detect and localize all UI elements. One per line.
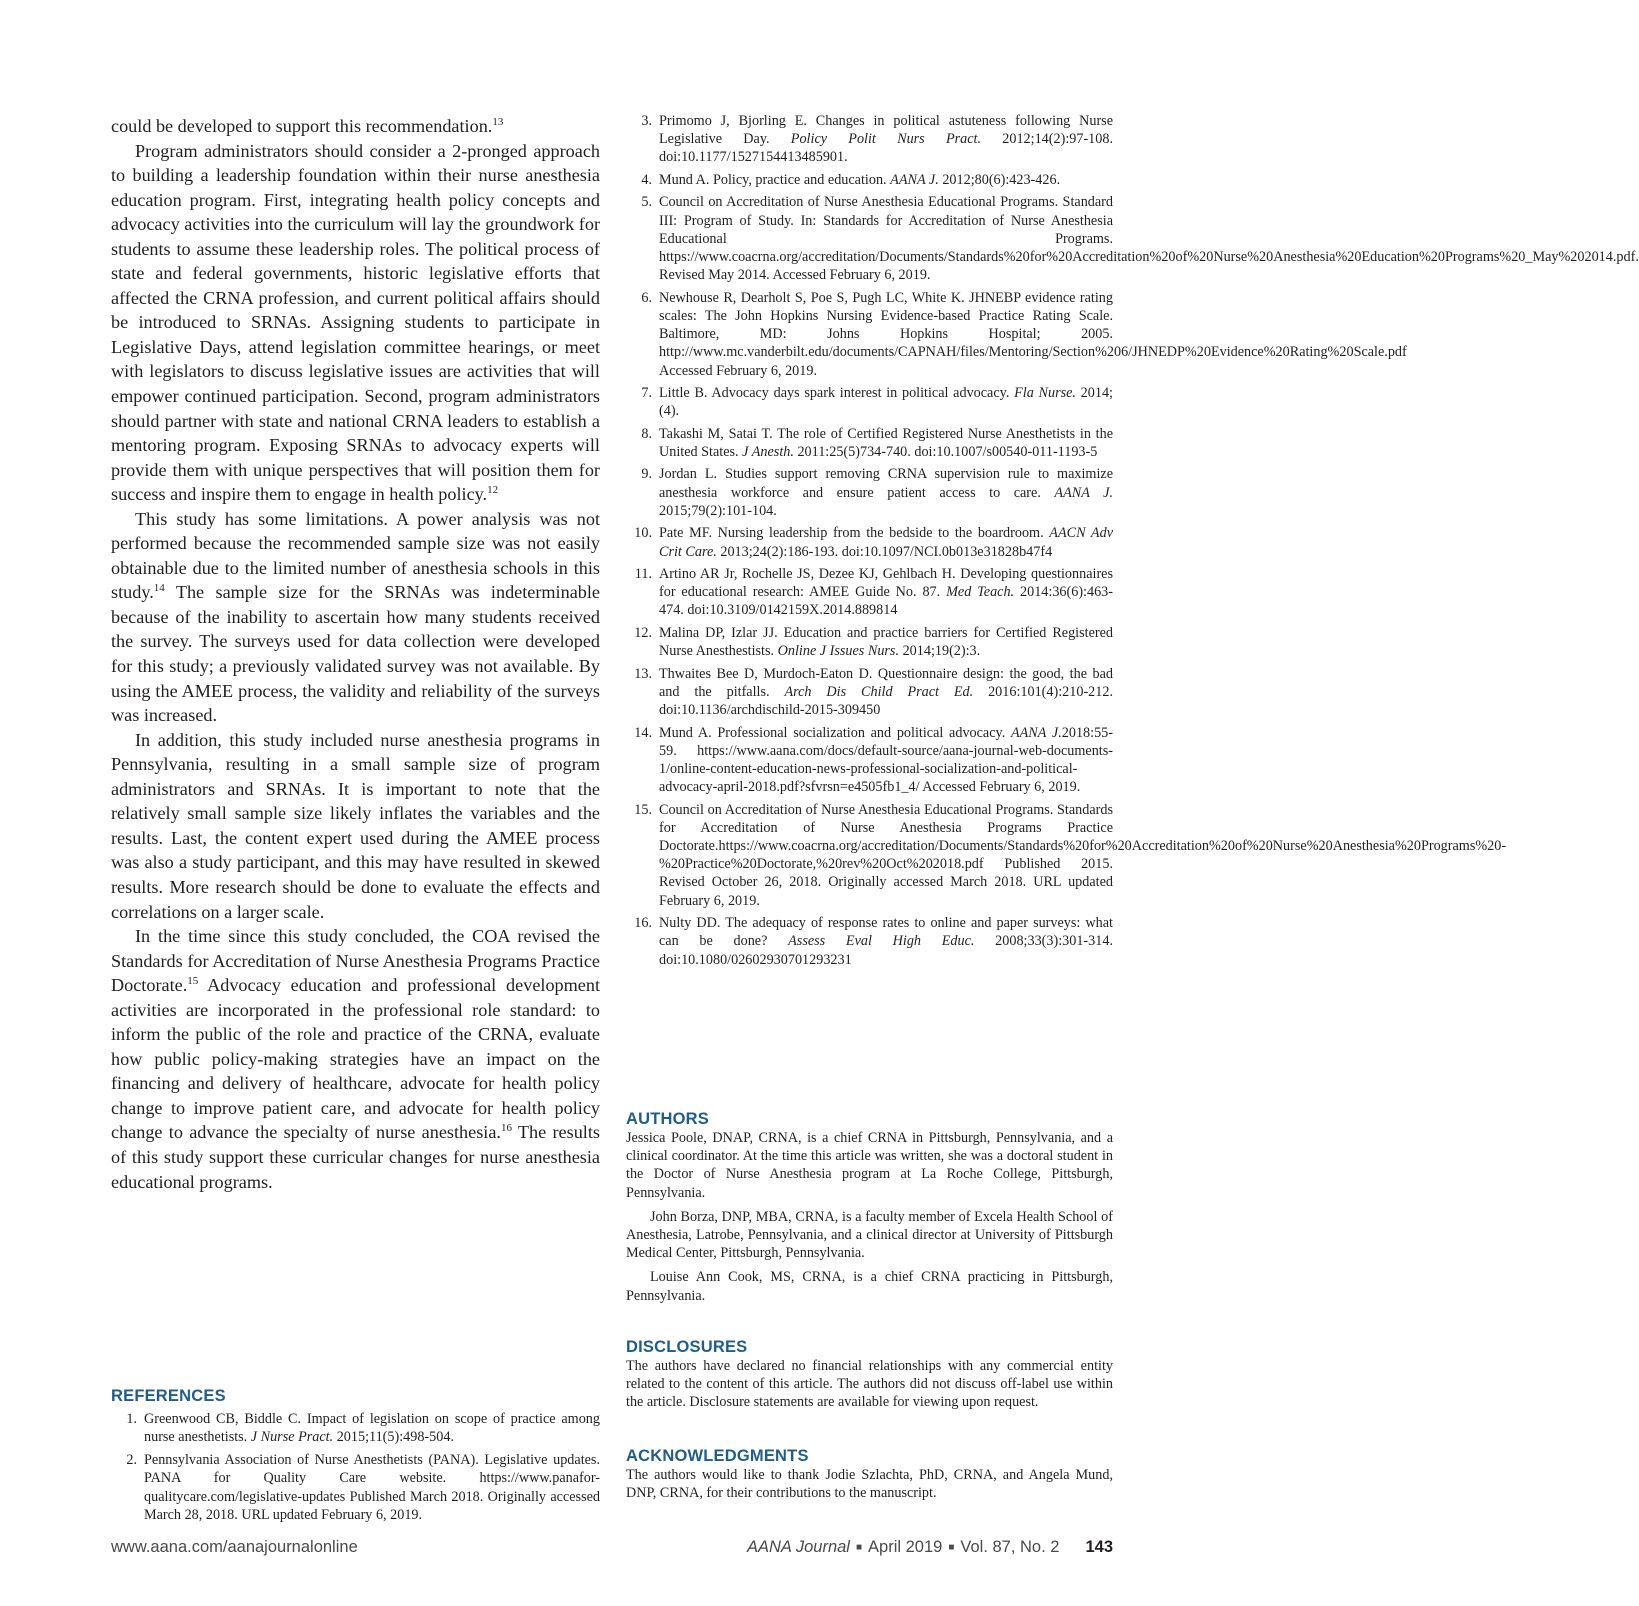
reference-item	[626, 565, 1113, 620]
references-list-right	[626, 112, 1639, 969]
reference-text: Council on Accreditation of Nurse Anesthesia Educational Programs. Standards for Accreditation of Nurse Anesthesia Programs Practice Doctorate.https://www.coacrna.org/accreditation/Documents/Standards%20for%20Accreditation%20of%20Nurse%20Anesthesia%20Programs%20-%20Practice%20Doctorate,%20rev%20Oct%202018.pdf Published 2015. Revised October 26, 2018. Originally accessed March 2018. URL updated February 6, 2019.	[659, 801, 1507, 909]
reference-number: 14.	[634, 724, 652, 741]
reference-number: 1.	[126, 1411, 137, 1427]
reference-item	[626, 425, 1113, 461]
reference-item	[626, 624, 1113, 660]
acknowledgments-section	[626, 1446, 1113, 1508]
body-paragraph: In addition, this study included nurse anesthesia programs in Pennsylvania, resulting in a small sample size of program administrators and SRNAs. It is important to note that the relatively small sample size likely inflates the variables and the results. Last, the content expert used during the AMEE process was also a study participant, and this may have resulted in skewed results. More research should be done to evaluate the effects and correlations on a larger scale.	[111, 729, 600, 922]
disclosures-section	[626, 1337, 1113, 1418]
reference-number: 12.	[634, 624, 652, 641]
reference-text: Council on Accreditation of Nurse Anesthesia Educational Programs. Standard III: Program of Study. In: Standards for Accreditation of Nurse Anesthesia Educational Programs. https://www.coacrna.org/accreditation/Documents/Standards%20for%20Accreditation%20of%20Nurse%20Anesthesia%20Education%20Programs%20_May%202014.pdf. Revised May 2014. Accessed February 6, 2019.	[659, 194, 1639, 284]
reference-number: 9.	[641, 466, 652, 483]
reference-item	[111, 1451, 600, 1524]
reference-journal: Med Teach.	[946, 584, 1015, 601]
reference-citation: 2012;14(2):97-108. doi:10.1177/1527154413485901.	[659, 131, 1114, 166]
issue-date: April 2019	[868, 1538, 943, 1556]
reference-citation: 2016:101(4):210-212. doi:10.1136/archdischild-2015-309450	[659, 683, 1114, 719]
reference-number: 13.	[634, 665, 652, 682]
references-heading: REFERENCES	[111, 1387, 226, 1405]
body-paragraph: This study has some limitations. A power analysis was not performed because the recommended sample size was not easily obtainable due to the limited number of anesthesia schools in this study.$^{14}$ The sample size for the SRNAs was indeterminable because of the inability to ascertain how many students received the survey. The surveys used for data collection were developed for this study; a previously validated survey was not available. By using the AMEE process, the validity and reliability of the surveys was increased.	[111, 508, 600, 726]
reference-item	[626, 801, 1507, 910]
reference-citation: 2018:55-59. https://www.aana.com/docs/default-source/aana-journal-web-documents-1/online-content-education-news-professional-socialization-and-political-advocacy-april-2018.pdf?sfvrsn=e4505fb1_4/ Accessed February 6, 2019.	[659, 724, 1113, 796]
reference-item	[626, 665, 1113, 720]
references-continued-column	[626, 112, 1639, 973]
reference-item	[626, 384, 1113, 420]
reference-number: 15.	[634, 801, 652, 818]
reference-journal: Policy Polit Nurs Pract.	[790, 131, 982, 148]
body-text-column	[111, 114, 600, 1194]
disclosures-text: The authors have declared no financial relationships with any commercial entity related to the content of this article. The authors did not discuss off-label use within the article. Disclosure statements are available for viewing upon request.	[626, 1358, 1113, 1411]
separator-icon: ■	[855, 1542, 863, 1553]
reference-number: 2.	[126, 1452, 137, 1469]
reference-citation: 2013;24(2):186-193. doi:10.1097/NCI.0b013e31828b47f4	[716, 543, 1053, 560]
reference-item	[626, 524, 1113, 560]
reference-number: 8.	[641, 425, 652, 442]
reference-citation: 2015;79(2):101-104.	[659, 502, 777, 519]
disclosures-heading: DISCLOSURES	[626, 1338, 748, 1356]
reference-item	[626, 193, 1639, 284]
reference-journal: J Nurse Pract.	[250, 1429, 334, 1446]
reference-citation: 2014;(4).	[659, 385, 1113, 420]
body-paragraph: could be developed to support this recommendation.$^{13}$	[111, 115, 504, 136]
reference-text: Malina DP, Izlar JJ. Education and practice barriers for Certified Registered Nurse Anesthestists.	[659, 624, 1113, 660]
reference-citation: 2014:36(6):463-474. doi:10.3109/0142159X.2014.889814	[659, 584, 1113, 619]
reference-item	[626, 289, 1407, 380]
body-paragraph: In the time since this study concluded, the COA revised the Standards for Accreditation of Nurse Anesthesia Programs Practice Doctorate.$^{15}$ Advocacy education and professional development activities are incorporated in the professional role standard: to inform the public of the role and practice of the CRNA, evaluate how public policy-making strategies have an impact on the financing and delivery of healthcare, advocate for health policy change to improve patient care, and advocate for health policy change to advance the specialty of nurse anesthesia.$^{16}$ The results of this study support these curricular changes for nurse anesthesia educational programs.	[111, 926, 600, 1192]
author-bio: Jessica Poole, DNAP, CRNA, is a chief CRNA in Pittsburgh, Pennsylvania, and a clinical coordinator. At the time this article was written, she was a doctoral student in the Doctor of Nurse Anesthesia program at La Roche College, Pittsburgh, Pennsylvania.	[626, 1130, 1113, 1201]
volume-number: Vol. 87, No. 2	[960, 1538, 1060, 1556]
reference-text: Takashi M, Satai T. The role of Certified Registered Nurse Anesthetists in the United States.	[659, 425, 1113, 460]
author-bio: John Borza, DNP, MBA, CRNA, is a faculty member of Excela Health School of Anesthesia, Latrobe, Pennsylvania, and a clinical director at University of Pittsburgh Medical Center, Pittsburgh, Pennsylvania.	[626, 1208, 1113, 1262]
reference-number: 3.	[641, 113, 652, 129]
authors-heading: AUTHORS	[626, 1110, 709, 1128]
reference-item	[626, 724, 1113, 797]
body-paragraph: Program administrators should consider a 2-pronged approach to building a leadership foundation within their nurse anesthesia education program. First, integrating health policy concepts and advocacy activities into the curriculum will lay the groundwork for students to assume these leadership roles. The political process of state and federal governments, historic legislative efforts that affected the CRNA profession, and current political affairs should be introduced to SRNAs. Assigning students to participate in Legislative Days, attend legislation committee hearings, or meet with legislators to discuss legislative issues are activities that will empower continued participation. Second, program administrators should partner with state and national CRNA leaders to establish a mentoring program. Exposing SRNAs to advocacy experts will provide them with unique perspectives that will position them for success and inspire them to engage in health policy.$^{12}$	[111, 140, 600, 505]
reference-number: 11.	[634, 566, 652, 583]
reference-text: Nulty DD. The adequacy of response rates to online and paper surveys: what can be done?	[659, 915, 1113, 950]
reference-text: Pate MF. Nursing leadership from the bedside to the boardroom.	[659, 525, 1050, 542]
reference-text: Little B. Advocacy days spark interest in political advocacy.	[659, 385, 1015, 402]
journal-name: AANA Journal	[746, 1538, 850, 1556]
reference-text: Pennsylvania Association of Nurse Anesthetists (PANA). Legislative updates. PANA for Quality Care website. https://www.panafor-qualitycare.com/legislative-updates Published March 2018. Originally accessed March 28, 2018. URL updated February 6, 2019.	[144, 1452, 600, 1523]
authors-section	[626, 1109, 1113, 1311]
reference-item	[626, 112, 1113, 167]
reference-text: Artino AR Jr, Rochelle JS, Dezee KJ, Gehlbach H. Developing questionnaires for educational research: AMEE Guide No. 87.	[659, 566, 1113, 601]
references-section	[111, 1386, 600, 1529]
reference-citation: 2012;80(6):423-426.	[938, 171, 1061, 188]
reference-journal: Arch Dis Child Pract Ed.	[784, 683, 974, 700]
reference-item	[626, 465, 1113, 520]
reference-text: Greenwood CB, Biddle C. Impact of legislation on scope of practice among nurse anesthetists.	[144, 1411, 600, 1446]
reference-text: Mund A. Professional socialization and political advocacy.	[659, 724, 1011, 741]
page-footer	[111, 1538, 1113, 1562]
reference-item	[626, 171, 1113, 189]
reference-citation: 2011:25(5)734-740. doi:10.1007/s00540-011-1193-5	[793, 443, 1098, 460]
reference-text: Mund A. Policy, practice and education.	[659, 171, 891, 188]
reference-number: 5.	[641, 194, 652, 211]
reference-journal: Fla Nurse.	[1014, 385, 1076, 402]
reference-number: 4.	[641, 171, 652, 188]
reference-journal: AANA J.	[1054, 484, 1113, 501]
reference-journal: AANA J.	[1010, 724, 1062, 741]
footer-url-link[interactable]: www.aana.com/aanajournalonline	[111, 1538, 358, 1556]
reference-text: Thwaites Bee D, Murdoch-Eaton D. Questionnaire design: the good, the bad and the pitfalls.	[659, 665, 1113, 700]
acknowledgments-text: The authors would like to thank Jodie Szlachta, PhD, CRNA, and Angela Mund, DNP, CRNA, for their contributions to the manuscript.	[626, 1467, 1113, 1502]
references-list-left	[111, 1410, 600, 1524]
reference-number: 6.	[641, 289, 652, 306]
reference-journal: AANA J.	[890, 171, 939, 188]
reference-text: Jordan L. Studies support removing CRNA supervision rule to maximize anesthesia workforce and ensure patient access to care.	[659, 466, 1113, 501]
reference-number: 10.	[634, 525, 652, 542]
author-bio: Louise Ann Cook, MS, CRNA, is a chief CRNA practicing in Pittsburgh, Pennsylvania.	[626, 1269, 1113, 1304]
reference-journal: AACN Adv Crit Care.	[659, 525, 1113, 560]
reference-item	[626, 914, 1113, 969]
reference-citation: 2008;33(3):301-314. doi:10.1080/02602930701293231	[659, 933, 1113, 968]
separator-icon: ■	[948, 1542, 955, 1553]
reference-number: 7.	[641, 385, 652, 402]
reference-journal: Assess Eval High Educ.	[788, 933, 975, 950]
reference-citation: 2015;11(5):498-504.	[333, 1429, 454, 1446]
acknowledgments-heading: ACKNOWLEDGMENTS	[626, 1447, 809, 1465]
reference-journal: J Anesth.	[742, 443, 794, 460]
reference-item	[111, 1410, 600, 1446]
reference-number: 16.	[634, 915, 652, 932]
footer-journal-info	[747, 1538, 1113, 1557]
reference-text: Newhouse R, Dearholt S, Poe S, Pugh LC, White K. JHNEBP evidence rating scales: The John Hopkins Nursing Evidence-based Practice Rating Scale. Baltimore, MD: Johns Hopkins Hospital; 2005. http://www.mc.vanderbilt.edu/documents/CAPNAH/files/Mentoring/Section%206/JHNEDP%20Evidence%20Rating%20Scale.pdf Accessed February 6, 2019.	[659, 289, 1407, 379]
reference-journal: Online J Issues Nurs.	[777, 643, 900, 660]
reference-text: Primomo J, Bjorling E. Changes in political astuteness following Nurse Legislative Day.	[659, 113, 1113, 148]
reference-citation: 2014;19(2):3.	[899, 643, 981, 660]
page-number: 143	[1085, 1538, 1113, 1556]
